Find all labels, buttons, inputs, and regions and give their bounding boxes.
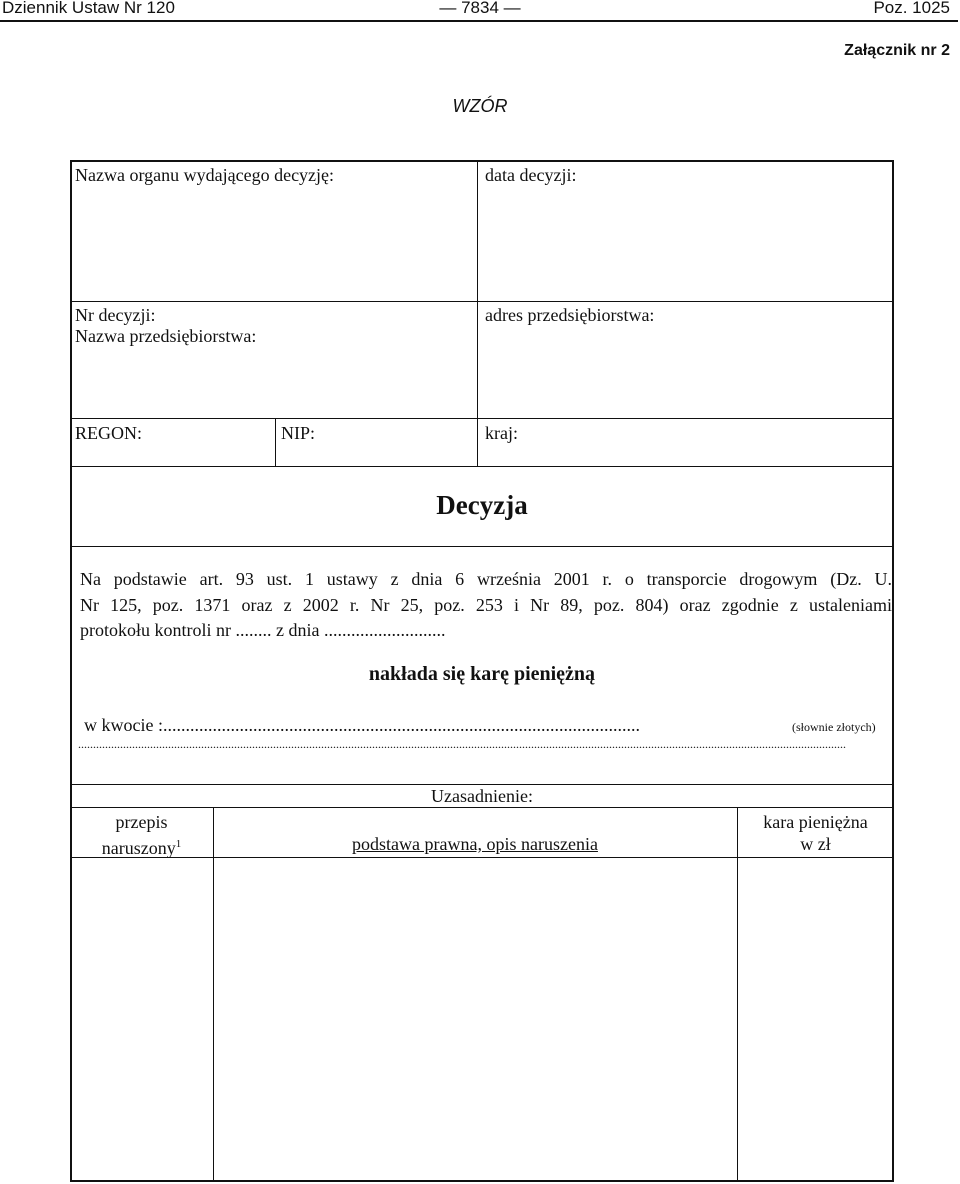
position-number: Poz. 1025 (873, 0, 950, 17)
amount-line: w kwocie :.......................................................................................................... (84, 715, 640, 735)
penalty-header-line-2: w zł (800, 834, 831, 854)
header-rule (0, 20, 958, 22)
divider-penalty-column (737, 807, 738, 1182)
column-header-penalty (737, 811, 894, 855)
nip-label: NIP: (281, 423, 316, 443)
provision-header-line-1: przepis (115, 812, 168, 832)
divider-regon-nip (275, 418, 276, 466)
annex-label: Załącznik nr 2 (844, 42, 950, 59)
rule-after-company (70, 418, 894, 419)
footnote-marker: 1 (175, 838, 182, 850)
provision-header-text: naruszony (101, 838, 176, 858)
company-address-label: adres przedsiębiorstwa: (485, 305, 655, 325)
journal-title: Dziennik Ustaw Nr 120 (2, 0, 175, 17)
template-mark: WZÓR (452, 96, 508, 116)
rule-after-justification-title (70, 807, 894, 808)
legal-basis-line-2: Nr 125, poz. 1371 oraz z 2002 r. Nr 25, poz. 253 i Nr 89, poz. 804) oraz zgodnie z ustaleniami (80, 595, 892, 615)
decision-date-label: data decyzji: (485, 165, 577, 185)
divider-provision-column (213, 807, 214, 1182)
justification-title: Uzasadnienie: (431, 786, 533, 806)
organ-name-label: Nazwa organu wydającego decyzję: (75, 165, 335, 185)
rule-after-organ (70, 301, 894, 302)
provision-header-line-2 (70, 833, 213, 859)
penalty-statement: nakłada się karę pieniężną (368, 663, 596, 685)
column-header-provision (70, 811, 213, 859)
decision-title: Decyzja (436, 490, 528, 520)
continuation-dotted-line: ................................................................................................................................................................................................................................................................ (78, 737, 846, 751)
company-name-label: Nazwa przedsiębiorstwa: (75, 326, 257, 346)
legal-basis-line-1: Na podstawie art. 93 ust. 1 ustawy z dnia 6 września 2001 r. o transporcie drogowym (Dz. U. (80, 569, 892, 589)
amount-in-words-note: (słownie złotych) (792, 720, 876, 734)
legal-basis-line-3: protokołu kontroli nr ........ z dnia ........................... (80, 620, 446, 640)
divider-top-center (477, 160, 478, 466)
page-number: — 7834 — (439, 0, 521, 17)
decision-number-label: Nr decyzji: (75, 305, 156, 325)
rule-before-justification (70, 784, 894, 785)
rule-after-title (70, 546, 894, 547)
country-label: kraj: (485, 423, 518, 443)
column-header-legal-basis: podstawa prawna, opis naruszenia (352, 834, 598, 854)
rule-after-ids (70, 466, 894, 467)
regon-label: REGON: (75, 423, 142, 443)
penalty-header-line-1: kara pieniężna (763, 812, 868, 832)
